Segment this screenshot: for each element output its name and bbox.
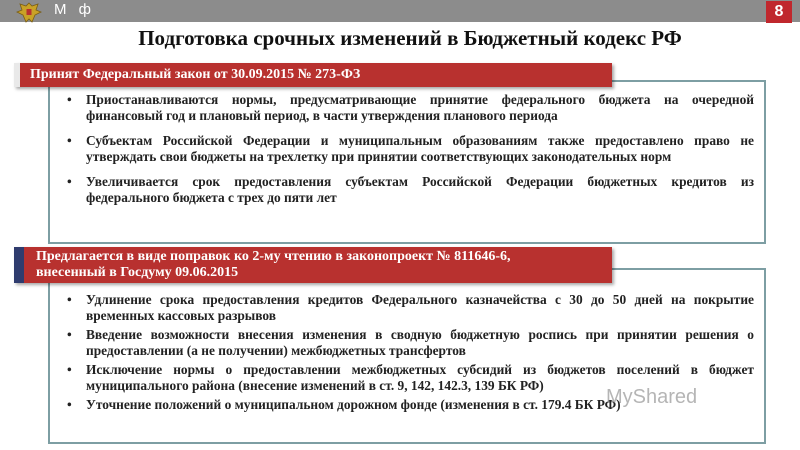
list-item <box>64 327 754 359</box>
watermark <box>606 386 697 409</box>
list-item-text: Удлинение срока предоставления кредитов Федерального казначейства с 30 до 50 дней на покрытие временных кассовых разрывов <box>86 292 754 323</box>
list-item-text: Субъектам Российской Федерации и муниципальным образованиям также предоставлено право не утверждать свои бюджеты на трехлетку при принятии соответствующих законодательных норм <box>86 133 754 164</box>
section-1-list <box>64 92 754 215</box>
top-bar <box>0 0 800 22</box>
list-item-text: Приостанавливаются нормы, предусматривающие принятие федерального бюджета на очередной финансовый год и плановый период, в части утверждения планового периода <box>86 92 754 123</box>
section-2-panel <box>48 268 766 444</box>
eagle-emblem-icon <box>14 0 44 26</box>
bullet-icon: • <box>67 92 72 107</box>
section-1-banner <box>14 63 612 87</box>
section-2-banner-line-1: Предлагается в виде поправок ко 2-му чтению в законопроект № 811646-6, <box>36 249 511 264</box>
bullet-icon: • <box>67 133 72 148</box>
slide-number: 8 <box>766 1 792 23</box>
bullet-icon: • <box>67 174 72 189</box>
list-item <box>64 174 754 206</box>
section-1-banner-text: Принят Федеральный закон от 30.09.2015 № 273-ФЗ <box>30 67 361 82</box>
bullet-icon: • <box>67 362 72 377</box>
list-item-text: Уточнение положений о муниципальном дорожном фонде (изменения в ст. 179.4 БК РФ) <box>86 397 621 412</box>
section-2-banner <box>14 247 612 283</box>
bullet-icon: • <box>67 292 72 307</box>
banner-edge <box>14 247 24 283</box>
list-item <box>64 292 754 324</box>
section-1-panel <box>48 80 766 244</box>
list-item-text: Исключение нормы о предоставлении межбюджетных субсидий из бюджетов поселений в бюджет муниципального района (внесение изменений в ст. 9, 142, 142.3, 139 БК РФ) <box>86 362 754 393</box>
section-2-banner-line-2: внесенный в Госдуму 09.06.2015 <box>36 265 239 280</box>
list-item <box>64 133 754 165</box>
watermark-text: MyShared <box>606 386 698 408</box>
page-title: Подготовка срочных изменений в Бюджетный кодекс РФ <box>138 26 682 50</box>
bullet-icon: • <box>67 397 72 412</box>
list-item-text: Увеличивается срок предоставления субъектам Российской Федерации бюджетных кредитов из федерального бюджета с трех до пяти лет <box>86 174 754 205</box>
banner-edge <box>14 63 20 87</box>
bullet-icon: • <box>67 327 72 342</box>
ministry-mark: М ф <box>54 1 96 18</box>
list-item <box>64 92 754 124</box>
list-item-text: Введение возможности внесения изменения в сводную бюджетную роспись при принятии решения о предоставлении (а не получении) межбюджетных трансфертов <box>86 327 754 358</box>
